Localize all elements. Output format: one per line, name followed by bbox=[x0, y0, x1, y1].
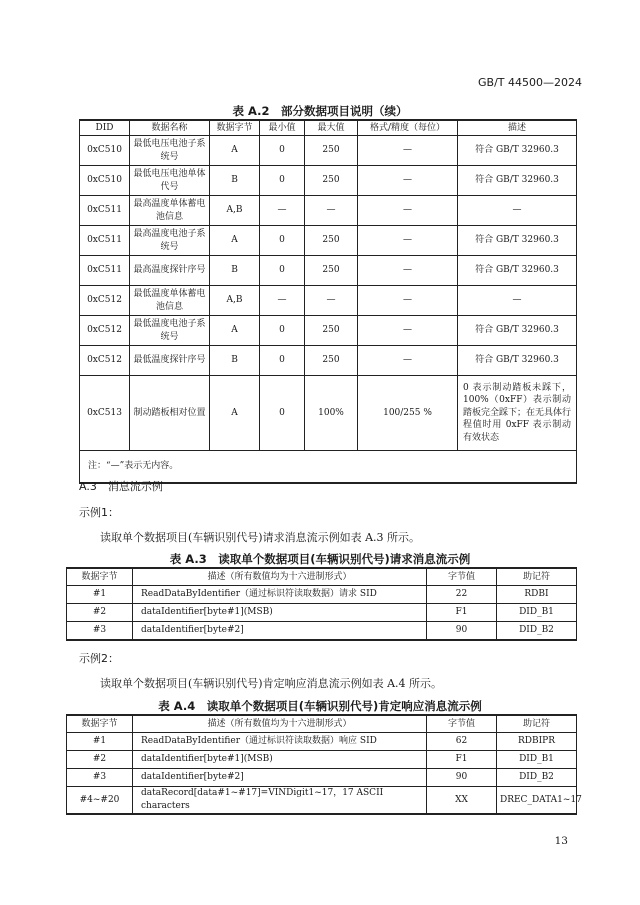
cell-name: 最低温度电池子系统号 bbox=[130, 316, 210, 346]
cell-did: 0xC510 bbox=[80, 166, 130, 196]
example-1-text: 读取单个数据项目(车辆识别代号)请求消息流示例如表 A.3 所示。 bbox=[100, 531, 421, 544]
cell-mnemonic: DID_B2 bbox=[497, 769, 577, 787]
table-a4 bbox=[66, 714, 582, 815]
cell-byte: B bbox=[210, 256, 260, 286]
cell-description: — bbox=[458, 286, 577, 316]
cell-max: 250 bbox=[305, 256, 358, 286]
cell-byte: A bbox=[210, 136, 260, 166]
cell-did: 0xC512 bbox=[80, 286, 130, 316]
cell-did: 0xC512 bbox=[80, 316, 130, 346]
cell-did: 0xC512 bbox=[80, 346, 130, 376]
cell-mnemonic: DID_B1 bbox=[497, 604, 577, 622]
cell-max: — bbox=[305, 286, 358, 316]
table-a3 bbox=[66, 567, 577, 641]
cell-byte: A bbox=[210, 376, 260, 451]
cell-byte: #3 bbox=[67, 622, 133, 641]
cell-did: 0xC513 bbox=[80, 376, 130, 451]
cell-format: — bbox=[358, 256, 458, 286]
cell-value: 90 bbox=[427, 769, 497, 787]
header-cell: 描述 bbox=[458, 120, 577, 136]
table-a2-caption: 表 A.2 部分数据项目说明（续） bbox=[232, 104, 408, 118]
table-header-row bbox=[67, 568, 577, 586]
table-row bbox=[67, 622, 577, 641]
header-cell: 助记符 bbox=[497, 715, 577, 733]
cell-byte: A bbox=[210, 226, 260, 256]
header-cell: 数据名称 bbox=[130, 120, 210, 136]
cell-name: 最高温度探针序号 bbox=[130, 256, 210, 286]
cell-name: 最低温度单体蓄电池信息 bbox=[130, 286, 210, 316]
cell-description: ReadDataByIdentifier（通过标识符读取数据）响应 SID bbox=[133, 733, 427, 751]
cell-format: 100/255 % bbox=[358, 376, 458, 451]
cell-description: — bbox=[458, 196, 577, 226]
cell-byte: B bbox=[210, 166, 260, 196]
cell-description: 符合 GB/T 32960.3 bbox=[458, 136, 577, 166]
cell-did: 0xC511 bbox=[80, 196, 130, 226]
header-cell: 数据字节 bbox=[210, 120, 260, 136]
table-row bbox=[80, 316, 577, 346]
cell-name: 最高温度单体蓄电池信息 bbox=[130, 196, 210, 226]
cell-format: — bbox=[358, 286, 458, 316]
table-row bbox=[80, 376, 577, 451]
cell-mnemonic: DID_B1 bbox=[497, 751, 577, 769]
cell-min: 0 bbox=[260, 226, 305, 256]
cell-format: — bbox=[358, 196, 458, 226]
cell-format: — bbox=[358, 226, 458, 256]
cell-mnemonic: DID_B2 bbox=[497, 622, 577, 641]
cell-description: 符合 GB/T 32960.3 bbox=[458, 316, 577, 346]
cell-value: F1 bbox=[427, 751, 497, 769]
header-cell: 助记符 bbox=[497, 568, 577, 586]
cell-name: 最低电压电池单体代号 bbox=[130, 166, 210, 196]
section-heading: A.3 消息流示例 bbox=[79, 480, 163, 493]
cell-max: — bbox=[305, 196, 358, 226]
cell-byte: #3 bbox=[67, 769, 133, 787]
table-header-row bbox=[67, 715, 577, 733]
table-row bbox=[80, 226, 577, 256]
cell-value: 22 bbox=[427, 586, 497, 604]
example-2-text: 读取单个数据项目(车辆识别代号)肯定响应消息流示例如表 A.4 所示。 bbox=[100, 677, 443, 690]
table-row bbox=[67, 769, 577, 787]
cell-name: 最高温度电池子系统号 bbox=[130, 226, 210, 256]
cell-max: 250 bbox=[305, 316, 358, 346]
header-cell: 描述（所有数值均为十六进制形式） bbox=[133, 715, 427, 733]
cell-min: 0 bbox=[260, 136, 305, 166]
header-cell: 最大值 bbox=[305, 120, 358, 136]
table-row bbox=[80, 136, 577, 166]
cell-min: 0 bbox=[260, 166, 305, 196]
header-cell: 数据字节 bbox=[67, 568, 133, 586]
cell-description: 符合 GB/T 32960.3 bbox=[458, 166, 577, 196]
cell-description: 符合 GB/T 32960.3 bbox=[458, 256, 577, 286]
cell-value: XX bbox=[427, 787, 497, 815]
cell-did: 0xC511 bbox=[80, 256, 130, 286]
cell-format: — bbox=[358, 136, 458, 166]
cell-name: 制动踏板相对位置 bbox=[130, 376, 210, 451]
cell-description: dataIdentifier[byte#2] bbox=[133, 622, 427, 641]
header-cell: 数据字节 bbox=[67, 715, 133, 733]
cell-mnemonic: DREC_DATA1~17 bbox=[497, 787, 577, 815]
cell-min: — bbox=[260, 196, 305, 226]
cell-max: 250 bbox=[305, 136, 358, 166]
table-row bbox=[80, 166, 577, 196]
cell-value: F1 bbox=[427, 604, 497, 622]
cell-max: 250 bbox=[305, 346, 358, 376]
cell-mnemonic: RDBIPR bbox=[497, 733, 577, 751]
cell-min: 0 bbox=[260, 256, 305, 286]
cell-value: 62 bbox=[427, 733, 497, 751]
cell-description: dataRecord[data#1~#17]=VINDigit1~17，17 ASCII characters bbox=[133, 787, 427, 815]
cell-name: 最低电压电池子系统号 bbox=[130, 136, 210, 166]
example-1-label: 示例1： bbox=[79, 506, 119, 519]
cell-format: — bbox=[358, 316, 458, 346]
cell-min: — bbox=[260, 286, 305, 316]
cell-byte: A bbox=[210, 316, 260, 346]
table-a4-caption: 表 A.4 读取单个数据项目(车辆识别代号)肯定响应消息流示例 bbox=[158, 699, 482, 713]
standard-number: GB/T 44500—2024 bbox=[478, 76, 582, 89]
table-row bbox=[67, 787, 577, 815]
cell-description: dataIdentifier[byte#2] bbox=[133, 769, 427, 787]
cell-max: 250 bbox=[305, 226, 358, 256]
cell-byte: B bbox=[210, 346, 260, 376]
cell-byte: A,B bbox=[210, 286, 260, 316]
table-row bbox=[67, 586, 577, 604]
table-row bbox=[67, 604, 577, 622]
header-cell: 格式/精度（每位） bbox=[358, 120, 458, 136]
cell-min: 0 bbox=[260, 316, 305, 346]
header-cell: 描述（所有数值均为十六进制形式） bbox=[133, 568, 427, 586]
table-note: 注：“—”表示无内容。 bbox=[80, 451, 577, 484]
cell-byte: #1 bbox=[67, 733, 133, 751]
cell-description: ReadDataByIdentifier（通过标识符读取数据）请求 SID bbox=[133, 586, 427, 604]
cell-format: — bbox=[358, 346, 458, 376]
cell-max: 250 bbox=[305, 166, 358, 196]
table-row bbox=[80, 346, 577, 376]
cell-name: 最低温度探针序号 bbox=[130, 346, 210, 376]
cell-byte: A,B bbox=[210, 196, 260, 226]
header-cell: DID bbox=[80, 120, 130, 136]
header-cell: 最小值 bbox=[260, 120, 305, 136]
cell-description: dataIdentifier[byte#1](MSB) bbox=[133, 604, 427, 622]
example-2-label: 示例2： bbox=[79, 652, 119, 665]
cell-mnemonic: RDBI bbox=[497, 586, 577, 604]
table-header-row bbox=[80, 120, 577, 136]
cell-did: 0xC510 bbox=[80, 136, 130, 166]
cell-max: 100% bbox=[305, 376, 358, 451]
cell-description: 符合 GB/T 32960.3 bbox=[458, 226, 577, 256]
cell-min: 0 bbox=[260, 376, 305, 451]
table-row bbox=[67, 751, 577, 769]
table-row bbox=[80, 196, 577, 226]
cell-format: — bbox=[358, 166, 458, 196]
cell-byte: #1 bbox=[67, 586, 133, 604]
page-number: 13 bbox=[554, 835, 568, 847]
cell-byte: #4~#20 bbox=[67, 787, 133, 815]
cell-byte: #2 bbox=[67, 604, 133, 622]
table-row bbox=[67, 733, 577, 751]
cell-did: 0xC511 bbox=[80, 226, 130, 256]
table-a3-caption: 表 A.3 读取单个数据项目(车辆识别代号)请求消息流示例 bbox=[169, 552, 471, 566]
cell-min: 0 bbox=[260, 346, 305, 376]
table-a2 bbox=[79, 119, 577, 484]
table-row bbox=[80, 286, 577, 316]
cell-value: 90 bbox=[427, 622, 497, 641]
cell-description: dataIdentifier[byte#1](MSB) bbox=[133, 751, 427, 769]
cell-description: 符合 GB/T 32960.3 bbox=[458, 346, 577, 376]
table-row bbox=[80, 256, 577, 286]
header-cell: 字节值 bbox=[427, 568, 497, 586]
header-cell: 字节值 bbox=[427, 715, 497, 733]
cell-description: 0 表示制动踏板未踩下，100%（0xFF）表示制动踏板完全踩下；在无具体行程值时用 0xFF 表示制动有效状态 bbox=[458, 376, 577, 451]
cell-byte: #2 bbox=[67, 751, 133, 769]
